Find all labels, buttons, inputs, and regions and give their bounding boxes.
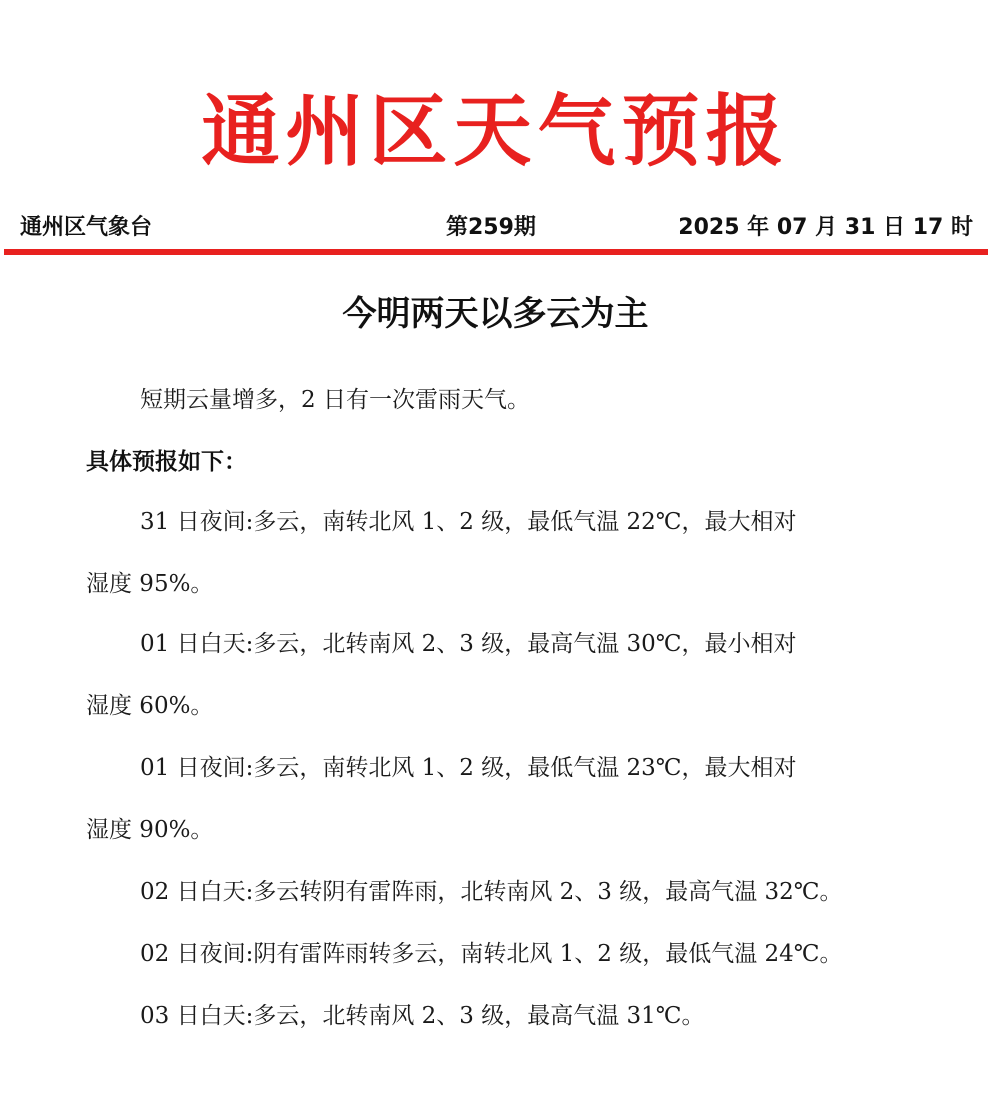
issue-datetime: 2025 年 07 月 31 日 17 时 [678,215,973,240]
forecast-line-continuation: 湿度 95%。 [86,571,214,597]
forecast-line: 02 日白天:多云转阴有雷阵雨，北转南风 2、3 级，最高气温 32℃。 [140,879,843,905]
forecast-line: 03 日白天:多云，北转南风 2、3 级，最高气温 31℃。 [140,1003,705,1029]
forecast-line: 31 日夜间:多云，南转北风 1、2 级，最低气温 22℃，最大相对 [140,509,797,535]
section-title: 具体预报如下： [86,449,247,475]
forecast-line: 01 日白天:多云，北转南风 2、3 级，最高气温 30℃，最小相对 [140,631,797,657]
forecast-line: 01 日夜间:多云，南转北风 1、2 级，最低气温 23℃，最大相对 [140,755,797,781]
forecast-headline: 今明两天以多云为主 [342,294,649,334]
forecast-summary: 短期云量增多，2 日有一次雷雨天气。 [140,387,530,413]
issue-info-row [0,210,991,246]
masthead-title: 通州区天气预报 [201,87,790,177]
header-divider [4,249,988,255]
forecast-line-continuation: 湿度 60%。 [86,693,214,719]
forecast-line-continuation: 湿度 90%。 [86,817,214,843]
station-name: 通州区气象台 [20,215,153,240]
forecast-line: 02 日夜间:阴有雷阵雨转多云，南转北风 1、2 级，最低气温 24℃。 [140,941,843,967]
issue-number: 第259期 [446,215,536,240]
